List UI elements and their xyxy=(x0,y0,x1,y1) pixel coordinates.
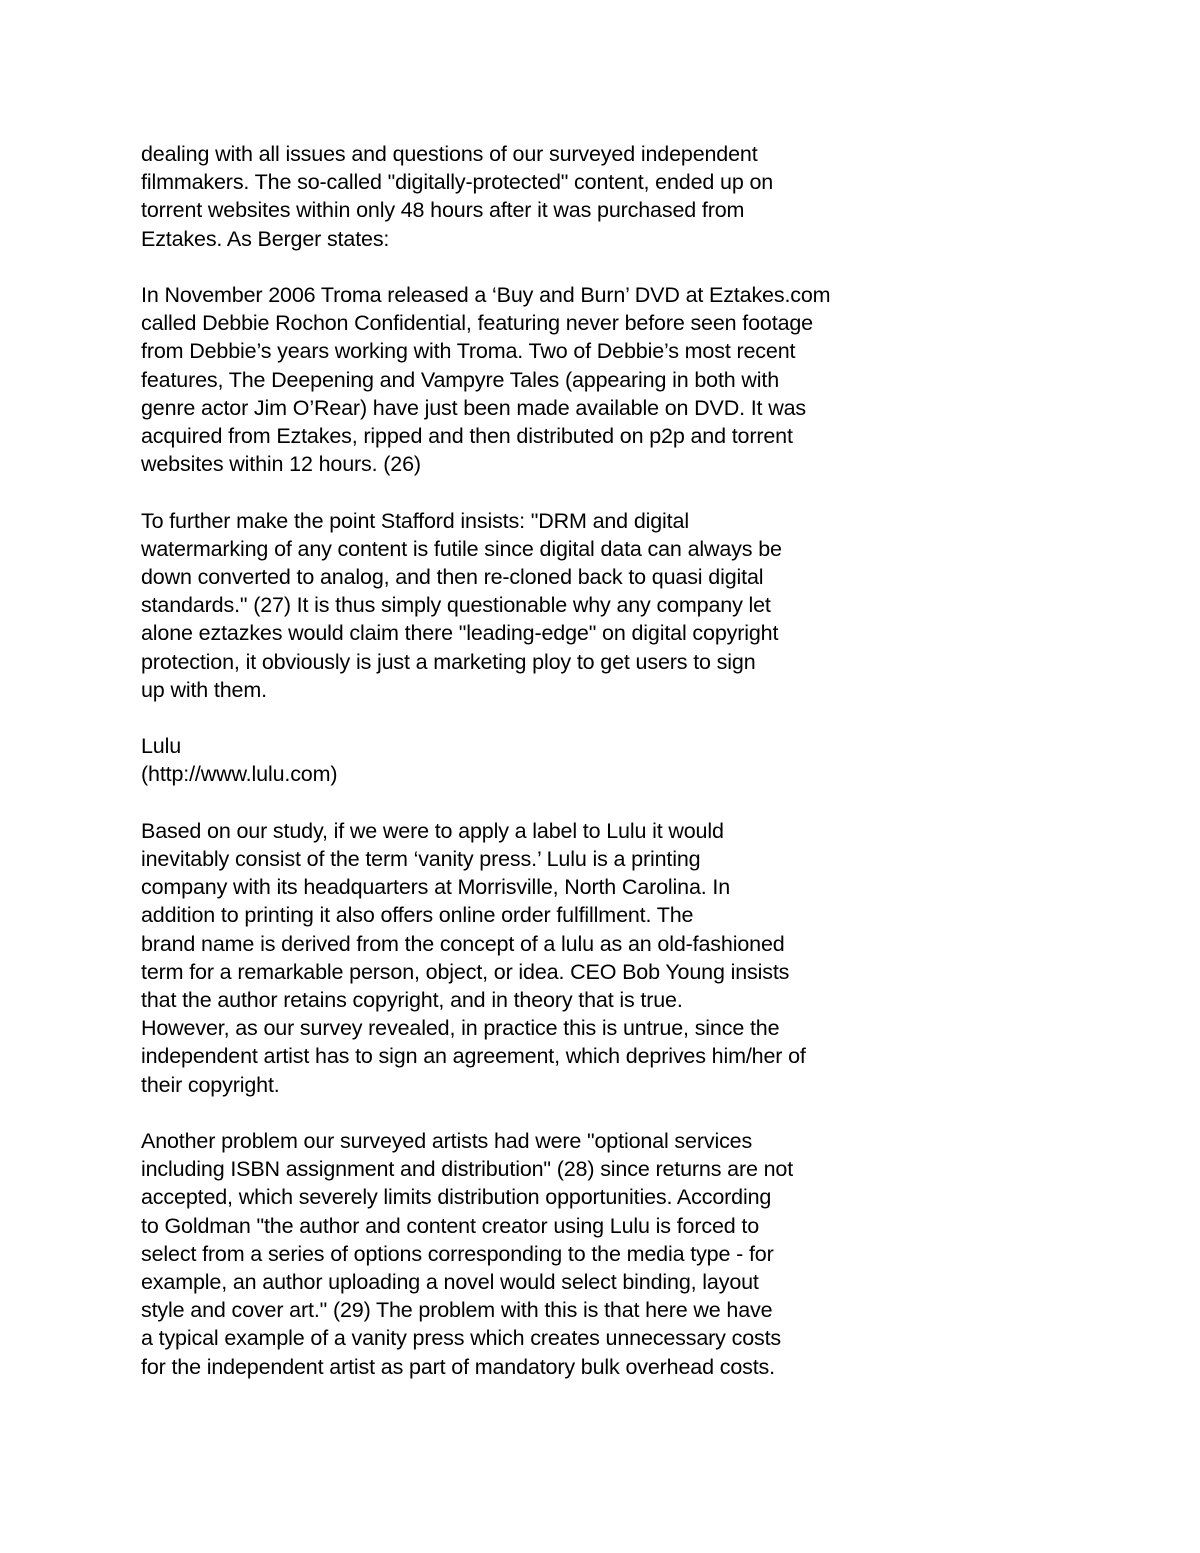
text-line: select from a series of options corresponding to the media type - for xyxy=(141,1241,774,1266)
text-line: their copyright. xyxy=(141,1072,280,1097)
body-text xyxy=(141,140,1101,1409)
text-line: Another problem our surveyed artists had were "optional services xyxy=(141,1129,753,1154)
section-url: (http://www.lulu.com) xyxy=(141,762,338,787)
text-line: Eztakes. As Berger states: xyxy=(141,226,390,251)
text-line: In November 2006 Troma released a ‘Buy and Burn’ DVD at Eztakes.com xyxy=(141,283,831,307)
text-line: to Goldman "the author and content creator using Lulu is forced to xyxy=(141,1213,760,1238)
text-line: features, The Deepening and Vampyre Tales (appearing in both with xyxy=(141,367,780,392)
text-line: torrent websites within only 48 hours after it was purchased from xyxy=(141,198,745,223)
text-line: acquired from Eztakes, ripped and then distributed on p2p and torrent xyxy=(141,424,793,449)
text-line: inevitably consist of the term ‘vanity press.’ Lulu is a printing xyxy=(141,847,701,872)
text-line: for the independent artist as part of mandatory bulk overhead costs. xyxy=(141,1354,775,1379)
text-line: called Debbie Rochon Confidential, featuring never before seen footage xyxy=(141,311,813,336)
text-line: websites within 12 hours. (26) xyxy=(141,452,421,477)
text-line: However, as our survey revealed, in practice this is untrue, since the xyxy=(141,1016,780,1041)
text-line: up with them. xyxy=(141,677,267,702)
section-title: Lulu xyxy=(141,734,182,759)
text-line: from Debbie’s years working with Troma. Two of Debbie’s most recent xyxy=(141,339,796,364)
paragraph-stafford xyxy=(141,507,1101,704)
text-line: protection, it obviously is just a marketing ploy to get users to sign xyxy=(141,649,756,674)
text-line: that the author retains copyright, and in theory that is true. xyxy=(141,988,683,1013)
paragraph-eztakes-intro xyxy=(141,140,1101,253)
text-line: dealing with all issues and questions of our surveyed independent xyxy=(141,142,758,166)
text-line: addition to printing it also offers online order fulfillment. The xyxy=(141,903,694,928)
text-line: Based on our study, if we were to apply a label to Lulu it would xyxy=(141,818,724,843)
text-line: down converted to analog, and then re-cloned back to quasi digital xyxy=(141,565,764,590)
text-line: a typical example of a vanity press which creates unnecessary costs xyxy=(141,1326,782,1351)
paragraph-lulu-problem xyxy=(141,1127,1101,1381)
paragraph-berger-quote xyxy=(141,281,1101,478)
text-line: style and cover art." (29) The problem with this is that here we have xyxy=(141,1298,773,1323)
text-line: including ISBN assignment and distribution" (28) since returns are not xyxy=(141,1157,794,1182)
text-line: accepted, which severely limits distribution opportunities. According xyxy=(141,1185,772,1210)
text-line: To further make the point Stafford insists: "DRM and digital xyxy=(141,508,689,533)
text-line: brand name is derived from the concept of a lulu as an old-fashioned xyxy=(141,931,785,956)
text-line: watermarking of any content is futile since digital data can always be xyxy=(141,536,782,561)
text-line: company with its headquarters at Morrisville, North Carolina. In xyxy=(141,875,731,900)
text-line: term for a remarkable person, object, or idea. CEO Bob Young insists xyxy=(141,959,790,984)
section-heading-lulu xyxy=(141,732,1101,788)
text-line: filmmakers. The so-called "digitally-protected" content, ended up on xyxy=(141,170,774,195)
text-line: genre actor Jim O’Rear) have just been made available on DVD. It was xyxy=(141,395,806,420)
text-line: alone eztazkes would claim there "leading-edge" on digital copyright xyxy=(141,621,779,646)
text-line: example, an author uploading a novel would select binding, layout xyxy=(141,1270,759,1295)
text-line: independent artist has to sign an agreement, which deprives him/her of xyxy=(141,1044,806,1069)
text-line: standards." (27) It is thus simply questionable why any company let xyxy=(141,593,771,618)
paragraph-lulu-study xyxy=(141,817,1101,1099)
